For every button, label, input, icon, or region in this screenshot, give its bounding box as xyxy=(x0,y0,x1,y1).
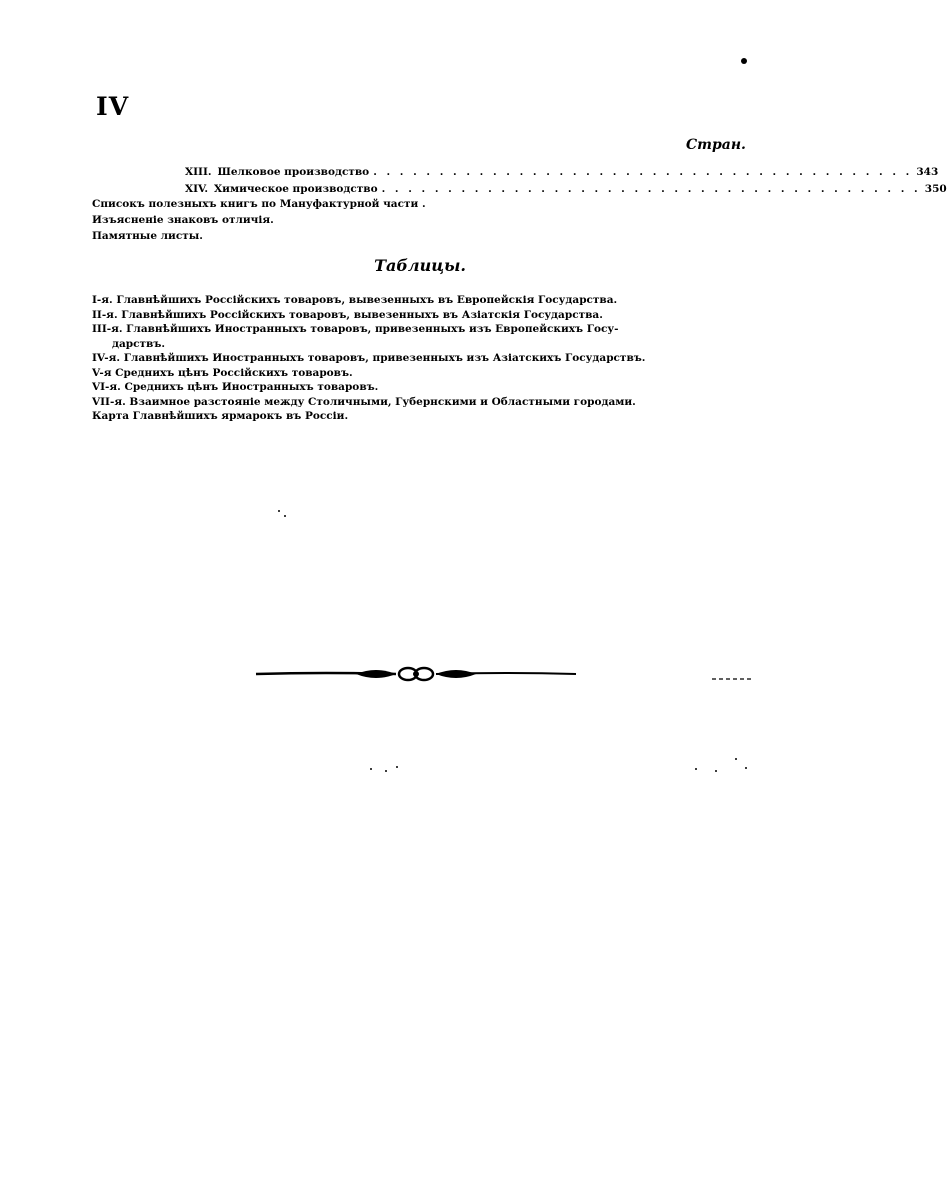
table-entry: III-я. Главнѣйшихъ Иностранныхъ товаровъ, привезенныхъ изъ Европейскихъ Госу- xyxy=(92,323,619,335)
table-entry: IV-я. Главнѣйшихъ Иностранныхъ товаровъ, привезенныхъ изъ Азіатскихъ Государствъ. xyxy=(92,352,646,364)
ink-speck xyxy=(715,770,717,772)
ink-speck xyxy=(278,510,280,512)
toc-entry-title: Шелковое производство xyxy=(217,166,370,178)
toc-entry-number: XIV. xyxy=(185,183,209,195)
ink-speck xyxy=(385,770,387,772)
toc-entry xyxy=(185,165,939,179)
table-entry: VI-я. Среднихъ цѣнъ Иностранныхъ товаровъ. xyxy=(92,381,379,393)
toc-leader-dots: . . . . . . . . . . . . . . . . . . . . . . . . . . . . . . . . . . . . . . . . . xyxy=(373,166,913,178)
page-number: IV xyxy=(96,92,130,121)
ink-speck xyxy=(735,758,737,760)
table-entry: VII-я. Взаимное разстояніе между Столичными, Губернскими и Областными городами. xyxy=(92,395,636,408)
toc-entry-page: 343 xyxy=(916,166,939,178)
table-entry: I-я. Главнѣйшихъ Россійскихъ товаровъ, вывезенныхъ въ Европейскія Государства. xyxy=(92,294,618,306)
ink-speck xyxy=(370,768,372,770)
ink-speck xyxy=(284,515,286,517)
ornament-fragment xyxy=(712,675,752,683)
table-entry: V-я Среднихъ цѣнъ Россійскихъ товаровъ. xyxy=(92,366,353,379)
ink-dot xyxy=(741,58,747,64)
toc-leader-dots: . . . . . . . . . . . . . . . . . . . . . . . . . . . . . . . . . . . . . . . . . xyxy=(381,183,921,195)
toc-entry-page: 350 xyxy=(924,183,947,195)
toc-plain-entry: Памятные листы. xyxy=(92,230,203,242)
table-entry-continuation: дарствъ. xyxy=(112,337,166,350)
table-entry: II-я. Главнѣйшихъ Россійскихъ товаровъ, вывезенныхъ въ Азіатскія Государства. xyxy=(92,308,603,321)
page-column-header: Стран. xyxy=(686,137,746,153)
toc-plain-entry: Изъясненіе знаковъ отличія. xyxy=(92,214,274,226)
ink-speck xyxy=(695,768,697,770)
toc-entry xyxy=(185,182,947,196)
table-entry: Карта Главнѣйшихъ ярмарокъ въ Россіи. xyxy=(92,410,349,422)
toc-entry-title: Химическое производство xyxy=(214,183,378,195)
ornament-rule xyxy=(256,664,576,684)
tables-heading: Таблицы. xyxy=(374,256,466,275)
toc-plain-entry: Списокъ полезныхъ книгъ по Мануфактурной части . xyxy=(92,198,426,210)
tables-list xyxy=(92,293,752,424)
ink-speck xyxy=(396,766,398,768)
toc-entry-number: XIII. xyxy=(185,166,212,178)
ink-speck xyxy=(745,767,747,769)
